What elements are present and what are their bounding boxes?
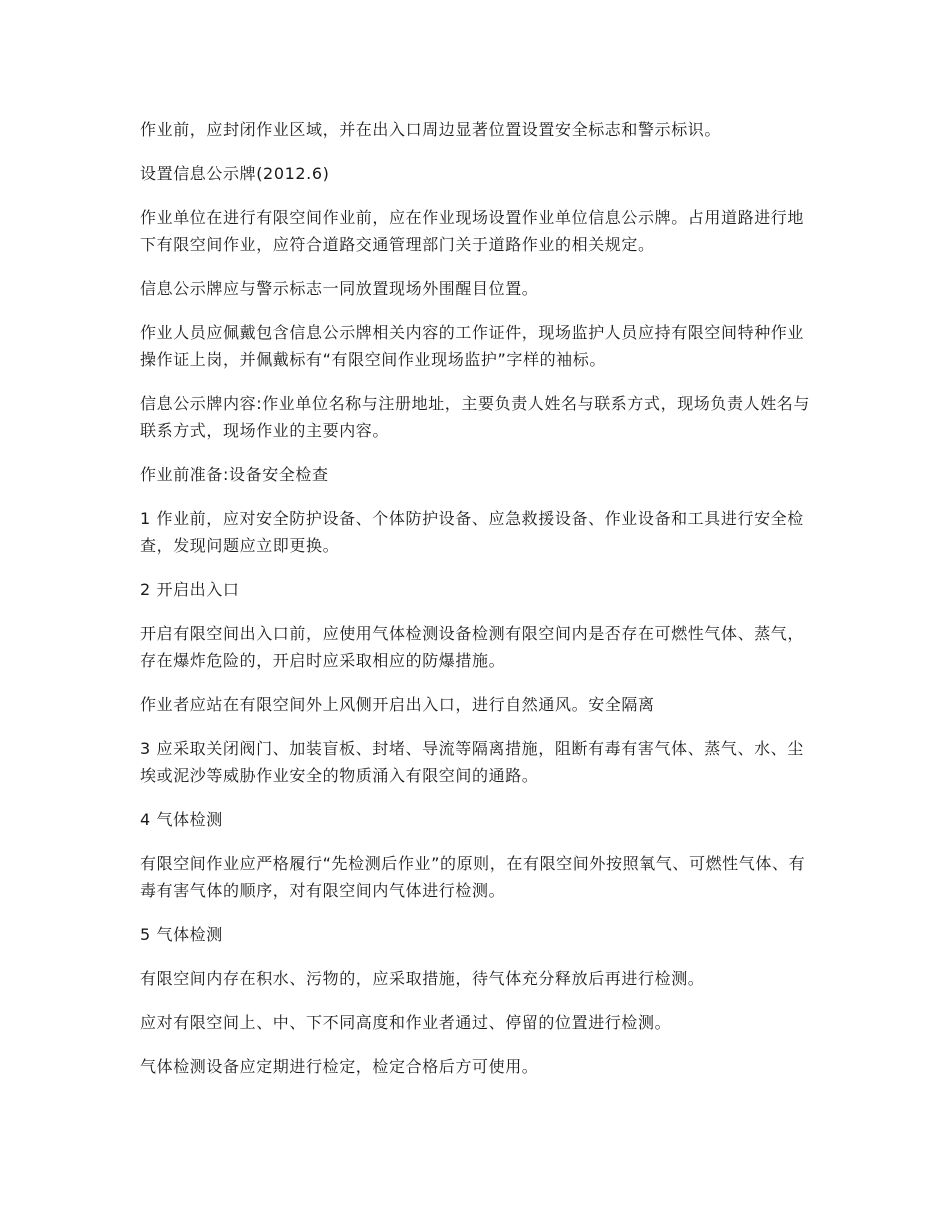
paragraph-heading-preparation: 作业前准备:设备安全检查 <box>140 465 329 484</box>
paragraph-heading-gas-detection-5: 5 气体检测 <box>140 925 223 944</box>
paragraph-heading-info-board: 设置信息公示牌(2012.6) <box>140 164 330 183</box>
paragraph-info-board-placement: 信息公示牌应与警示标志一同放置现场外围醒目位置。 <box>140 279 539 298</box>
paragraph-info-board-content: 信息公示牌内容:作业单位名称与注册地址，主要负责人姓名与联系方式，现场负责人姓名与联系方式，现场作业的主要内容。 <box>140 394 810 440</box>
paragraph-isolation-measures: 3 应采取关闭阀门、加装盲板、封堵、导流等隔离措施，阻断有毒有害气体、蒸气、水、尘埃或泥沙等威胁作业安全的物质涌入有限空间的通路。 <box>140 739 804 785</box>
paragraph-detection-heights: 应对有限空间上、中、下不同高度和作业者通过、停留的位置进行检测。 <box>140 1013 672 1032</box>
paragraph-worker-credentials: 作业人员应佩戴包含信息公示牌相关内容的工作证件，现场监护人员应持有限空间特种作业操作证上岗，并佩戴标有“有限空间作业现场监护”字样的袖标。 <box>140 323 805 369</box>
document-body <box>140 116 812 1097</box>
paragraph-barricade-work-area: 作业前，应封闭作业区域，并在出入口周边显著位置设置安全标志和警示标识。 <box>140 120 722 139</box>
paragraph-open-entrance-detection: 开启有限空间出入口前，应使用气体检测设备检测有限空间内是否存在可燃性气体、蒸气，存在爆炸危险的，开启时应采取相应的防爆措施。 <box>140 624 805 670</box>
paragraph-water-dirt-release: 有限空间内存在积水、污物的，应采取措施，待气体充分释放后再进行检测。 <box>140 969 705 988</box>
paragraph-detect-before-work: 有限空间作业应严格履行“先检测后作业”的原则，在有限空间外按照氧气、可燃性气体、有毒有害气体的顺序，对有限空间内气体进行检测。 <box>140 854 806 900</box>
paragraph-calibration: 气体检测设备应定期进行检定，检定合格后方可使用。 <box>140 1057 539 1076</box>
paragraph-equipment-check: 1 作业前，应对安全防护设备、个体防护设备、应急救援设备、作业设备和工具进行安全检查，发现问题应立即更换。 <box>140 509 804 555</box>
paragraph-heading-gas-detection-4: 4 气体检测 <box>140 810 223 829</box>
paragraph-heading-open-entrance: 2 开启出入口 <box>140 580 240 599</box>
paragraph-upwind-ventilation: 作业者应站在有限空间外上风侧开启出入口，进行自然通风。安全隔离 <box>140 695 655 714</box>
paragraph-info-board-requirement: 作业单位在进行有限空间作业前，应在作业现场设置作业单位信息公示牌。占用道路进行地下有限空间作业，应符合道路交通管理部门关于道路作业的相关规定。 <box>140 208 805 254</box>
